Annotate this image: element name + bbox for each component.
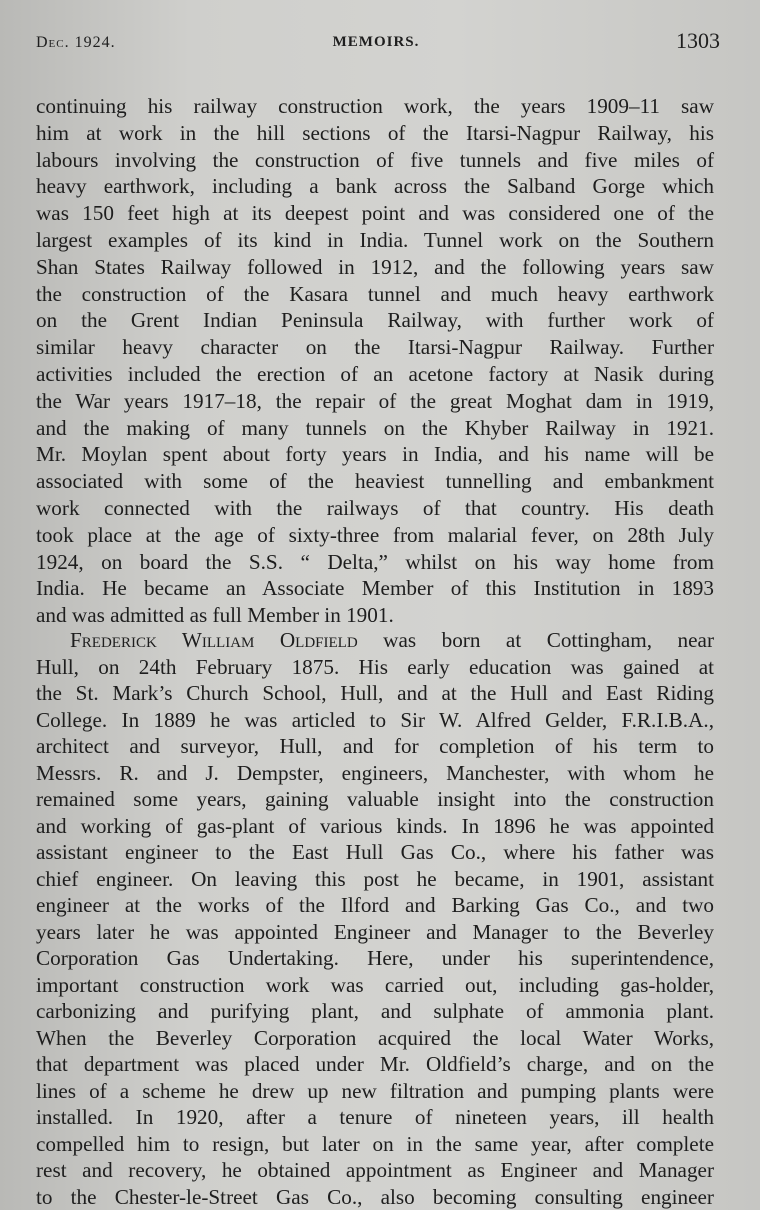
text-line: installed. In 1920, after a tenure of nineteen years, ill health [36,1104,714,1131]
text-line: that department was placed under Mr. Oldfield’s charge, and on the [36,1051,714,1078]
text-line: the construction of the Kasara tunnel and much heavy earthwork [36,281,714,308]
memoir-paragraph-moylan [36,93,714,629]
text-line: on the Grent Indian Peninsula Railway, with further work of [36,307,714,334]
text-line: Messrs. R. and J. Dempster, engineers, Manchester, with whom he [36,760,714,787]
text-line: activities included the erection of an acetone factory at Nasik during [36,361,714,388]
text-line: important construction work was carried out, including gas-holder, [36,972,714,999]
text-line: and working of gas-plant of various kinds. In 1896 he was appointed [36,813,714,840]
text-line: to the Chester-le-Street Gas Co., also becoming consulting engineer [36,1184,714,1210]
text-line: continuing his railway construction work, the years 1909–11 saw [36,93,714,120]
text-line: compelled him to resign, but later on in the same year, after complete [36,1131,714,1158]
page-header [36,28,716,58]
text-line: associated with some of the heaviest tunnelling and embankment [36,468,714,495]
text-line: him at work in the hill sections of the Itarsi-Nagpur Railway, his [36,120,714,147]
text-line: College. In 1889 he was articled to Sir W. Alfred Gelder, F.R.I.B.A., [36,707,714,734]
text-line: rest and recovery, he obtained appointment as Engineer and Manager [36,1157,714,1184]
text-line: similar heavy character on the Itarsi-Nagpur Railway. Further [36,334,714,361]
text-line: Hull, on 24th February 1875. His early education was gained at [36,654,714,681]
text-line: labours involving the construction of five tunnels and five miles of [36,147,714,174]
text-line: years later he was appointed Engineer and Manager to the Beverley [36,919,714,946]
text-line: took place at the age of sixty-three from malarial fever, on 28th July [36,522,714,549]
text-line: India. He became an Associate Member of this Institution in 1893 [36,575,714,602]
text-line: engineer at the works of the Ilford and Barking Gas Co., and two [36,892,714,919]
page-number: 1303 [676,28,720,54]
text-line: remained some years, gaining valuable insight into the construction [36,786,714,813]
text-line-rest: was born at Cottingham, near [383,628,714,652]
person-name: Frederick William Oldfield [70,628,358,652]
text-line: When the Beverley Corporation acquired the local Water Works, [36,1025,714,1052]
text-line: chief engineer. On leaving this post he became, in 1901, assistant [36,866,714,893]
text-line: carbonizing and purifying plant, and sulphate of ammonia plant. [36,998,714,1025]
text-line: was 150 feet high at its deepest point and was considered one of the [36,200,714,227]
memoir-paragraph-oldfield [36,627,714,1210]
text-line: the War years 1917–18, the repair of the great Moghat dam in 1919, [36,388,714,415]
text-line: and was admitted as full Member in 1901. [36,602,714,629]
text-line: Shan States Railway followed in 1912, and the following years saw [36,254,714,281]
text-line: work connected with the railways of that country. His death [36,495,714,522]
text-line: 1924, on board the S.S. “ Delta,” whilst on his way home from [36,549,714,576]
text-line: lines of a scheme he drew up new filtration and pumping plants were [36,1078,714,1105]
text-line: largest examples of its kind in India. Tunnel work on the Southern [36,227,714,254]
text-line [36,627,714,654]
text-line: Mr. Moylan spent about forty years in India, and his name will be [36,441,714,468]
header-section-title: MEMOIRS. [36,34,716,51]
text-line: heavy earthwork, including a bank across the Salband Gorge which [36,173,714,200]
header-date: Dec. 1924. [36,34,116,52]
text-line: assistant engineer to the East Hull Gas Co., where his father was [36,839,714,866]
text-line: the St. Mark’s Church School, Hull, and at the Hull and East Riding [36,680,714,707]
text-line: and the making of many tunnels on the Khyber Railway in 1921. [36,415,714,442]
text-line: architect and surveyor, Hull, and for completion of his term to [36,733,714,760]
text-line: Corporation Gas Undertaking. Here, under his superintendence, [36,945,714,972]
